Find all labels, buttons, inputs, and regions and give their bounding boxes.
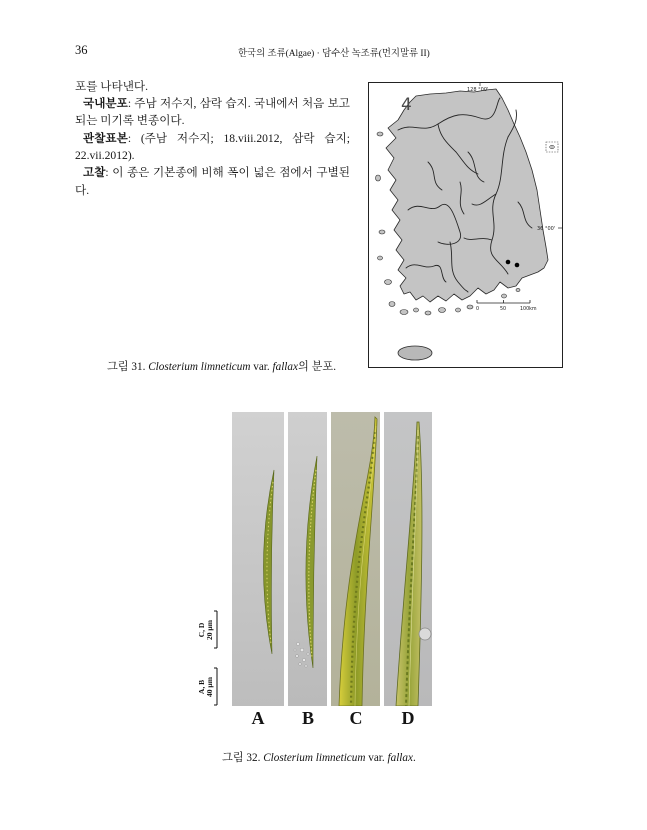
panel-label-b: B — [301, 708, 314, 728]
caption-suffix: . — [412, 752, 416, 764]
longitude-label: 128 °00' — [467, 87, 489, 93]
caption-taxon: Closterium limneticum — [263, 752, 366, 764]
micrograph-panel-b — [288, 412, 327, 706]
distribution-map — [368, 82, 563, 368]
jeju-island — [398, 346, 432, 360]
specimens-paragraph — [83, 131, 350, 147]
ulleungdo-island — [550, 145, 555, 149]
figure-32-caption — [222, 749, 416, 765]
locality-dot — [515, 263, 520, 268]
caption-suffix: 의 분포. — [297, 361, 336, 373]
caption-rank: var. — [253, 361, 270, 373]
air-bubble — [419, 628, 431, 640]
caption-taxon: Closterium limneticum — [148, 361, 251, 373]
specimens-text: : (주남 저수지; 18.viii.2012, 삼락 습지; — [127, 132, 350, 145]
scale-bar-ab — [197, 668, 217, 705]
page-number: 36 — [75, 43, 88, 57]
micrograph-panel-a — [232, 412, 284, 706]
distribution-term: 국내분포 — [83, 97, 128, 110]
caption-variety: fallax — [272, 361, 298, 373]
remarks-paragraph — [83, 165, 350, 181]
remarks-term: 고찰 — [83, 166, 106, 179]
korea-map — [368, 82, 563, 368]
caption-rank: var. — [368, 752, 385, 764]
body-line: 포를 나타낸다. — [75, 80, 148, 93]
panel-label-d: D — [401, 708, 415, 728]
figure-31-caption — [107, 358, 336, 374]
map-scale-bar — [476, 300, 537, 312]
micrograph-panel-d — [384, 412, 432, 706]
caption-prefix: 그림 32. — [222, 752, 261, 764]
scale-bar-cd-panels: C, D — [197, 622, 206, 638]
scale-bar-cd — [197, 611, 217, 648]
distribution-text: : 주남 저수지, 삼락 습지. 국내에서 처음 보고 — [127, 97, 350, 110]
micrograph-panel-c — [331, 412, 380, 706]
scale-bar-ab-panels: A, B — [197, 679, 206, 695]
specimens-text-cont: 22.vii.2012). — [75, 149, 135, 162]
distribution-text-cont: 되는 미기록 변종이다. — [75, 114, 185, 127]
scale-bar-ab-length: 40 μm — [205, 677, 214, 697]
panel-label-c: C — [349, 708, 363, 728]
running-header: 한국의 조류(Algae) · 담수산 녹조류(먼지말류 II) — [238, 49, 430, 59]
panel-label-a: A — [251, 708, 265, 728]
scale-label-mid: 50 — [500, 307, 507, 312]
scale-label-zero: 0 — [476, 307, 480, 312]
locality-dot — [506, 260, 511, 265]
scale-bar-cd-length: 20 μm — [205, 620, 214, 640]
remarks-text: : 이 종은 기본종에 비해 폭이 넓은 점에서 구별된 — [105, 166, 350, 179]
specimens-term: 관찰표본 — [83, 132, 128, 145]
scale-label-end: 100km — [520, 307, 537, 312]
latitude-label: 36 °00' — [537, 226, 556, 232]
distribution-paragraph — [83, 96, 350, 112]
caption-prefix: 그림 31. — [107, 361, 146, 373]
remarks-text-cont: 다. — [75, 184, 90, 197]
caption-variety: fallax — [387, 752, 413, 764]
mainland-outline — [386, 89, 548, 302]
micrograph-scale-bars — [195, 600, 225, 710]
plate-number: 4 — [401, 95, 412, 115]
